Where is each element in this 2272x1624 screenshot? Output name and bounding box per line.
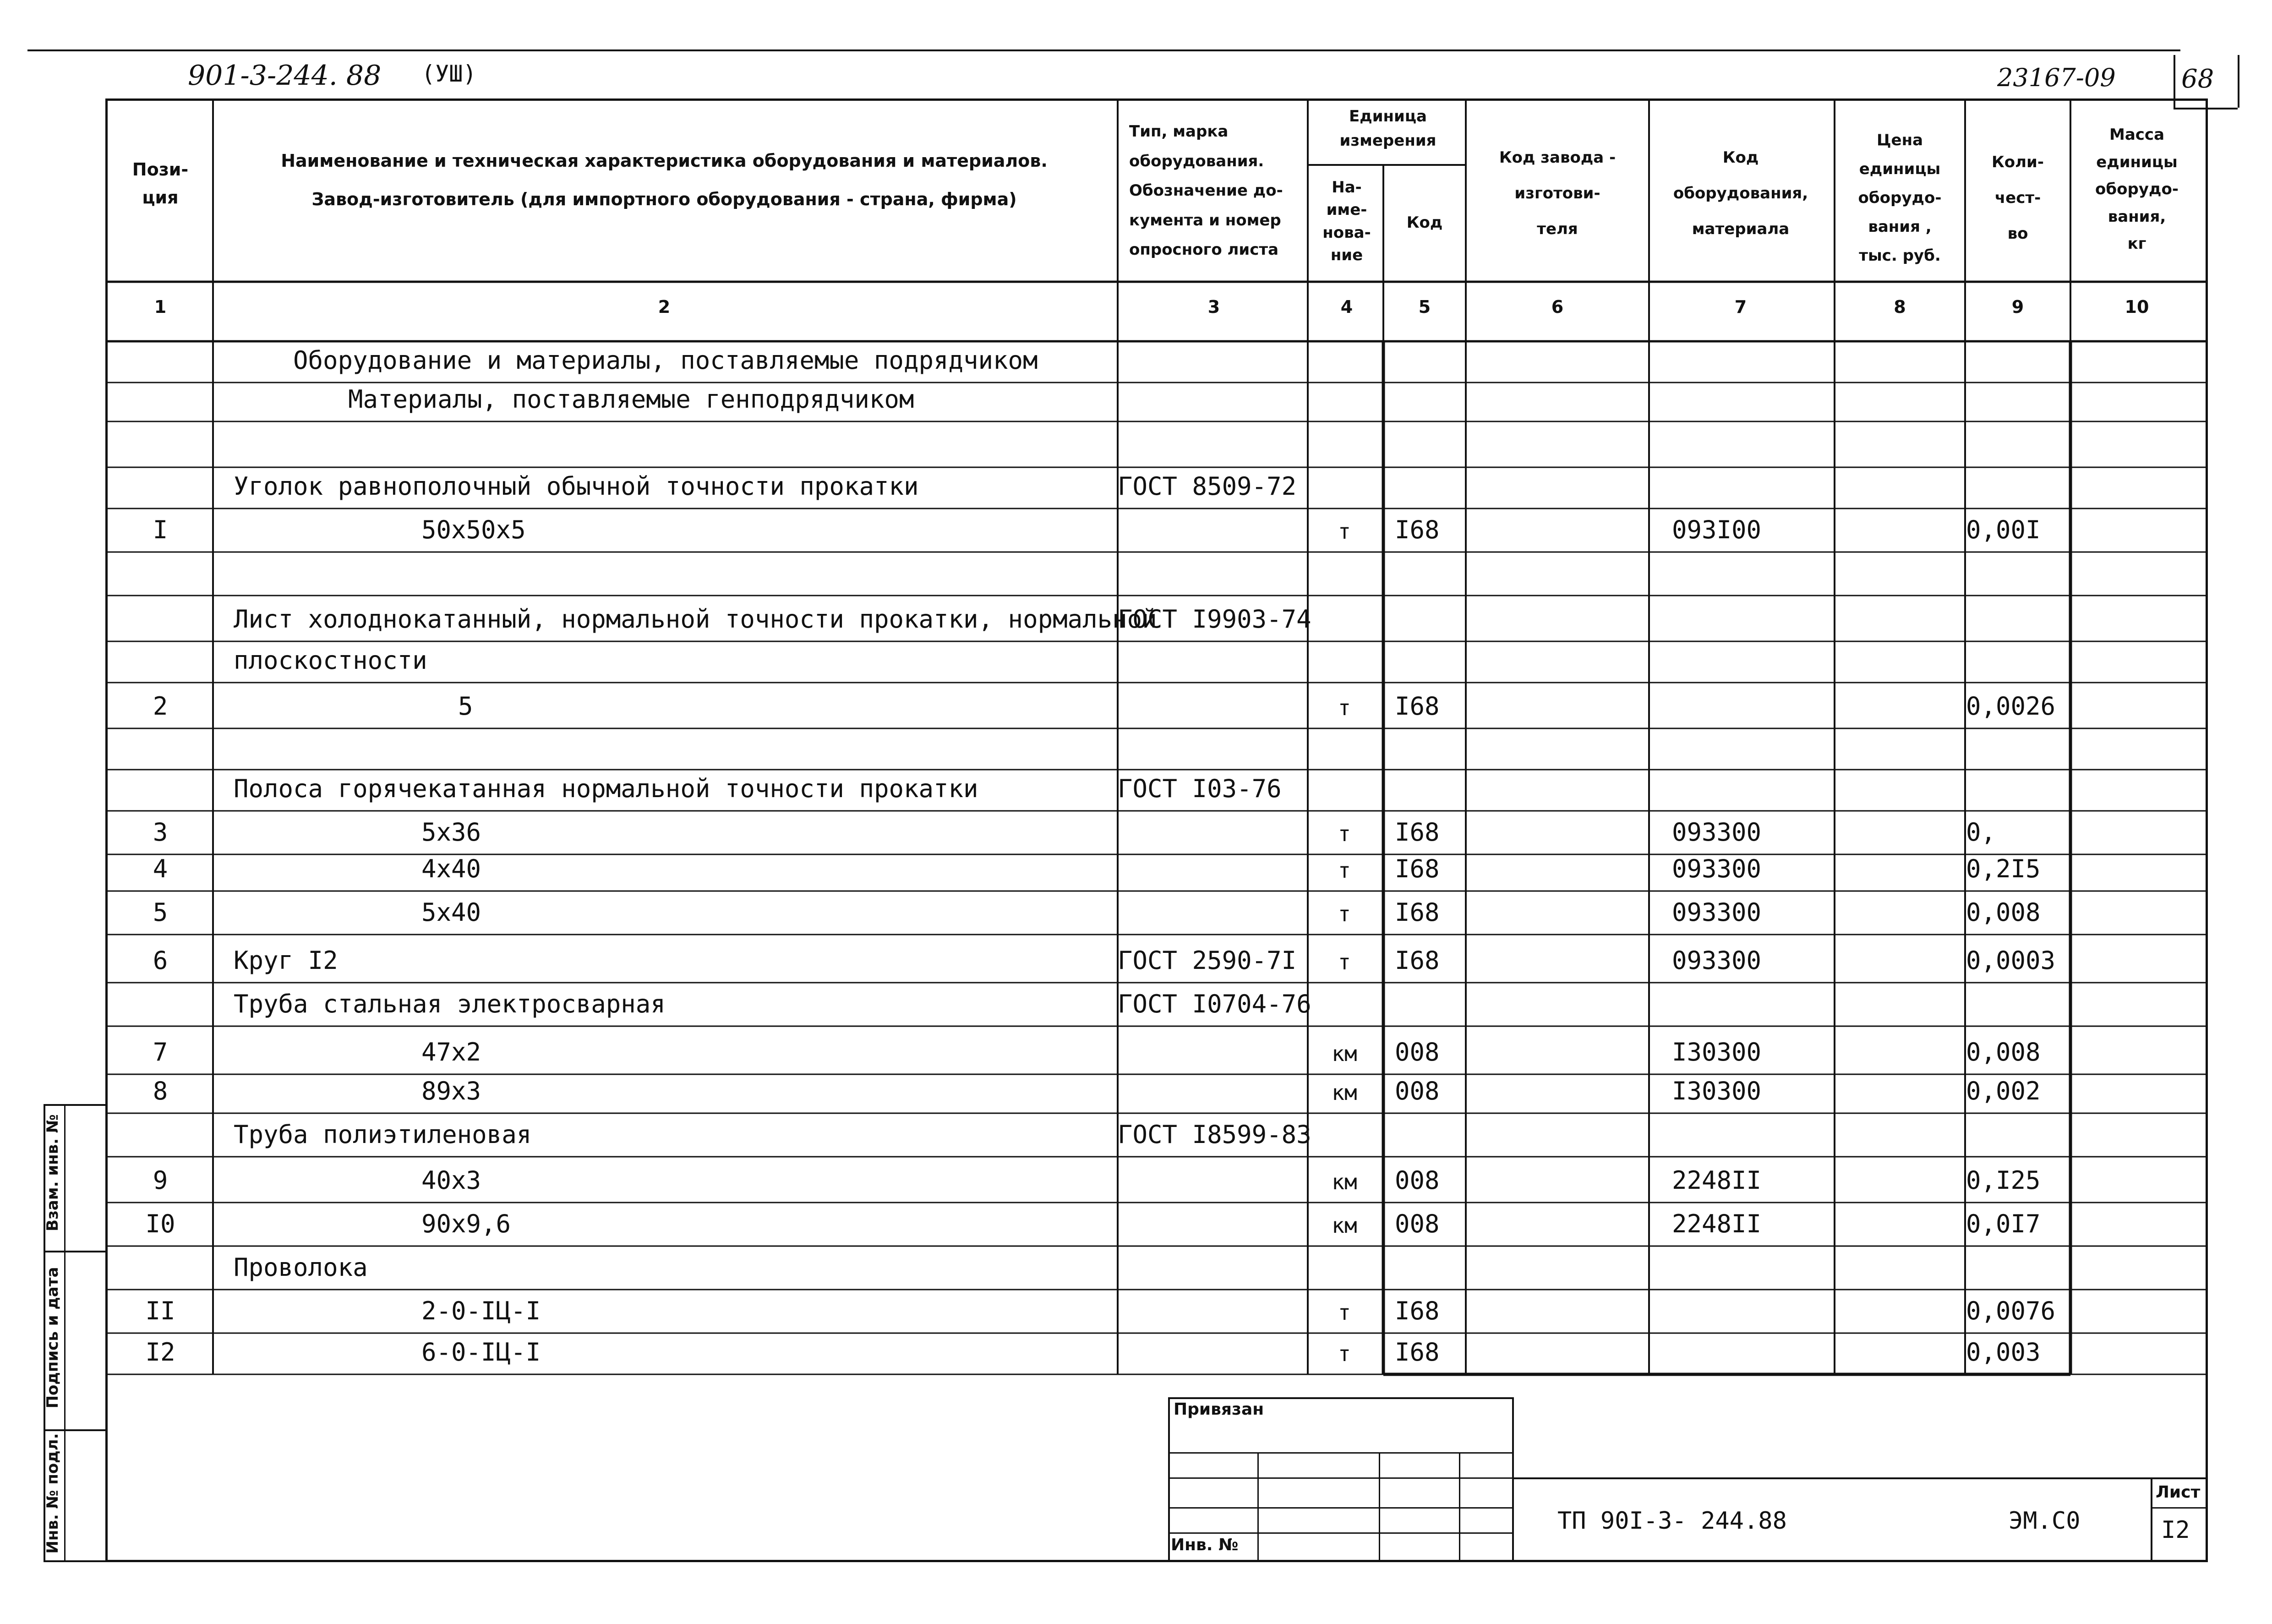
row-name: 6-0-IЦ-I: [421, 1338, 541, 1367]
side-label-signature-date: Подпись и дата: [44, 1267, 62, 1409]
row-material-code: 2248II: [1672, 1209, 1762, 1238]
row-name: плоскостности: [234, 646, 427, 675]
col-10-header: Масса единицы оборудо- вания, кг: [2095, 126, 2179, 253]
row-position: I0: [145, 1209, 175, 1238]
col-num-7: 7: [1734, 297, 1747, 317]
row-name: 5: [458, 692, 473, 721]
unit-group-header: Единица измерения: [1339, 107, 1436, 150]
col-1-header: Пози- ция: [132, 159, 189, 208]
col-num-5: 5: [1418, 297, 1431, 317]
row-position: 2: [153, 692, 168, 721]
sheet-note: (УШ): [421, 60, 477, 87]
row-name: Лист холоднокатанный, нормальной точности прокатки, нормальной: [234, 605, 1157, 634]
tied-row-2: [1168, 1477, 1514, 1479]
col-num-9: 9: [2011, 297, 2024, 317]
row-unit: т: [1338, 1341, 1351, 1366]
row-name: Оборудование и материалы, поставляемые подрядчиком: [293, 346, 1038, 375]
row-position: 5: [153, 898, 168, 927]
stamp-top-rule: [1514, 1477, 2208, 1479]
row-document: ГОСТ 2590-7I: [1118, 946, 1297, 975]
row-material-code: 093300: [1672, 898, 1762, 927]
col-5-header: Код: [1406, 213, 1443, 232]
side-label-original-inv: Инв. № подл.: [44, 1433, 62, 1554]
row-name: 4x40: [421, 854, 481, 883]
row-unit-code: 008: [1395, 1209, 1440, 1238]
row-quantity: 0,00I: [1966, 515, 2041, 544]
row-unit: т: [1338, 821, 1351, 846]
row-position: 9: [153, 1166, 168, 1195]
row-unit-code: I68: [1395, 1296, 1440, 1325]
row-position: I: [153, 515, 168, 544]
sheet-box-left: [2151, 1477, 2152, 1562]
row-unit-code: I68: [1395, 898, 1440, 927]
row-quantity: 0,0076: [1966, 1296, 2056, 1325]
row-unit: км: [1332, 1213, 1357, 1238]
row-document: ГОСТ I8599-83: [1118, 1120, 1311, 1149]
row-unit: км: [1332, 1041, 1357, 1066]
col-4-header: На- име- нова- ние: [1322, 178, 1371, 264]
row-material-code: 093300: [1672, 818, 1762, 847]
row-unit-code: 008: [1395, 1166, 1440, 1195]
row-material-code: 093300: [1672, 946, 1762, 975]
col-num-4: 4: [1340, 297, 1353, 317]
col-num-3: 3: [1207, 297, 1220, 317]
row-unit-code: I68: [1395, 946, 1440, 975]
row-quantity: 0,2I5: [1966, 854, 2041, 883]
row-name: 47x2: [421, 1038, 481, 1066]
col-num-10: 10: [2125, 297, 2149, 317]
row-name: 50x50x5: [421, 515, 526, 544]
row-unit-code: I68: [1395, 854, 1440, 883]
row-unit: т: [1338, 1300, 1351, 1325]
row-quantity: 0,002: [1966, 1077, 2041, 1105]
side-strip-inner: [64, 1104, 66, 1562]
row-name: Круг I2: [234, 946, 338, 975]
row-name: 89x3: [421, 1077, 481, 1105]
col-3-header: Тип, марка оборудования. Обозначение до- кумента и номер опросного листа: [1129, 122, 1283, 259]
col-num-2: 2: [658, 297, 671, 317]
sheet-value: I2: [2161, 1516, 2190, 1544]
row-unit: т: [1338, 902, 1351, 926]
row-document: ГОСТ I9903-74: [1118, 605, 1311, 634]
row-position: I2: [145, 1338, 175, 1367]
page-number: 68: [2181, 64, 2214, 94]
row-quantity: 0,0026: [1966, 692, 2056, 721]
tied-row-4: [1168, 1532, 1514, 1534]
row-document: ГОСТ 8509-72: [1118, 472, 1297, 501]
row-name: Труба полиэтиленовая: [234, 1120, 532, 1149]
row-quantity: 0,I25: [1966, 1166, 2041, 1195]
sheet-label: Лист: [2156, 1483, 2201, 1502]
row-unit-code: I68: [1395, 1338, 1440, 1367]
tied-col-1: [1257, 1452, 1259, 1562]
row-quantity: 0,: [1966, 818, 1996, 847]
row-unit: т: [1338, 519, 1351, 544]
row-document: ГОСТ I03-76: [1118, 774, 1282, 803]
row-unit-code: I68: [1395, 692, 1440, 721]
row-unit: т: [1338, 695, 1351, 720]
row-position: II: [145, 1296, 175, 1325]
row-position: 3: [153, 818, 168, 847]
side-label-replaced-inv: Взам. инв. №: [44, 1114, 62, 1231]
row-quantity: 0,003: [1966, 1338, 2041, 1367]
row-material-code: 093300: [1672, 854, 1762, 883]
set-code: ЭМ.С0: [2009, 1507, 2081, 1535]
row-position: 8: [153, 1077, 168, 1105]
row-quantity: 0,008: [1966, 898, 2041, 927]
row-unit: км: [1332, 1170, 1357, 1194]
row-name: 40x3: [421, 1166, 481, 1195]
row-unit: км: [1332, 1080, 1357, 1105]
tied-label: Привязан: [1174, 1400, 1264, 1419]
sheet-box-mid: [2151, 1507, 2208, 1509]
row-unit-code: 008: [1395, 1077, 1440, 1105]
row-unit-code: I68: [1395, 515, 1440, 544]
row-name: Труба стальная электросварная: [234, 990, 666, 1018]
row-name: 2-0-IЦ-I: [421, 1296, 541, 1325]
row-name: 5x40: [421, 898, 481, 927]
tied-row-1: [1168, 1452, 1514, 1454]
col-num-6: 6: [1551, 297, 1564, 317]
row-name: 5x36: [421, 818, 481, 847]
row-name: Проволока: [234, 1253, 368, 1282]
row-name: Материалы, поставляемые генподрядчиком: [348, 385, 914, 414]
doc-code: ТП 90I-3- 244.88: [1557, 1507, 1787, 1535]
row-position: 7: [153, 1038, 168, 1066]
tied-row-3: [1168, 1507, 1514, 1509]
row-name: Уголок равнополочный обычной точности прокатки: [234, 472, 919, 501]
row-name: Полоса горячекатанная нормальной точности прокатки: [234, 774, 978, 803]
row-unit: т: [1338, 950, 1351, 974]
row-quantity: 0,0003: [1966, 946, 2056, 975]
col-9-header: Коли- чест- во: [1992, 153, 2044, 243]
archive-number: 23167-09: [1997, 63, 2116, 92]
col-6-header: Код завода - изготови- теля: [1499, 148, 1616, 239]
col-8-header: Цена единицы оборудо- вания , тыс. руб.: [1858, 131, 1942, 265]
row-material-code: 2248II: [1672, 1166, 1762, 1195]
row-unit-code: I68: [1395, 818, 1440, 847]
row-position: 6: [153, 946, 168, 975]
col-num-1: 1: [154, 297, 167, 317]
col-7-header: Код оборудования, материала: [1673, 148, 1808, 239]
row-unit: т: [1338, 858, 1351, 883]
row-position: 4: [153, 854, 168, 883]
col-num-8: 8: [1894, 297, 1906, 317]
side-strip-divider-1: [44, 1251, 105, 1252]
inv-label: Инв. №: [1171, 1536, 1239, 1554]
tied-col-2: [1379, 1452, 1380, 1562]
sheet-code: 901-3-244. 88: [188, 60, 382, 92]
row-quantity: 0,0I7: [1966, 1209, 2041, 1238]
row-unit-code: 008: [1395, 1038, 1440, 1066]
row-quantity: 0,008: [1966, 1038, 2041, 1066]
tied-col-3: [1459, 1452, 1460, 1562]
col-2-header: Наименование и техническая характеристика оборудования и материалов. Завод-изготовитель (для импортного оборудования - страна, фирма): [281, 151, 1048, 209]
row-material-code: I30300: [1672, 1077, 1762, 1105]
row-name: 90x9,6: [421, 1209, 511, 1238]
row-material-code: I30300: [1672, 1038, 1762, 1066]
row-material-code: 093I00: [1672, 515, 1762, 544]
row-document: ГОСТ I0704-76: [1118, 990, 1311, 1018]
